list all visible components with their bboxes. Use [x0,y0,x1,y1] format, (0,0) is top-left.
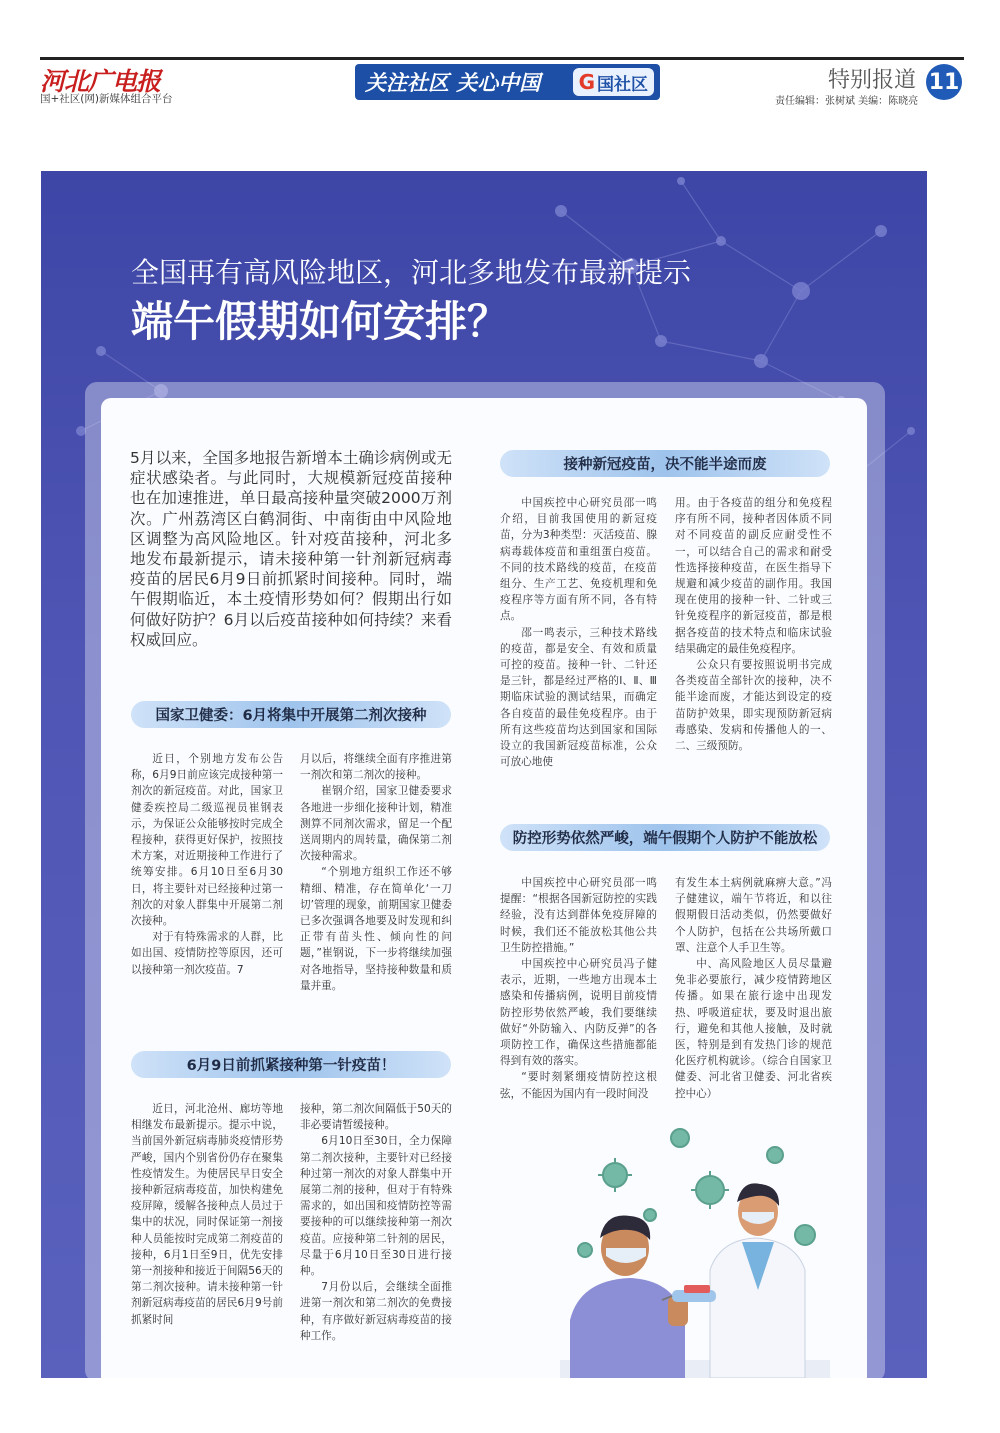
section-holiday-column-1 [500,875,657,1105]
paragraph: 7月份以后，会继续全面推进第一剂次和第二剂次的免费接种，有序做好新冠病毒疫苗的接种工作。 [300,1281,452,1342]
paragraph: 中、高风险地区人员尽量避免非必要旅行，减少疫情跨地区传播。如果在旅行途中出现发热、呼吸道症状，要及时退出旅行，避免和其他人接触，及时就医，特别是到有发热门诊的规范化医疗机构就诊。（综合自国家卫健委、河北省卫健委、河北省疾控中心） [675,958,832,1100]
section-heading-nhc: 国家卫健委：6月将集中开展第二剂次接种 [131,701,451,728]
paragraph: 用。由于各疫苗的组分和免疫程序有所不同，接种者因体质不同对不同疫苗的副反应耐受性不一，可以结合自己的需求和耐受性选择接种疫苗，在医生指导下规避和减少疫苗的副作用。我国现在使用的接种一针、二针或三针免疫程序的新冠疫苗，都是根据各疫苗的技术特点和临床试验结果确定的最佳免疫程序。 [675,497,832,655]
section-heading-complete-vaccination: 接种新冠疫苗，决不能半途而废 [500,450,830,477]
headline-title: 端午假期如何安排？ [131,297,510,346]
paragraph: 中国疾控中心研究员邵一鸣提醒：“根据各国新冠防控的实践经验，没有达到群体免疫屏障的时候，我们还不能放松其他公共卫生防控措施。” [500,877,657,954]
paragraph: 近日，个别地方发布公告称，6月9日前应该完成接种第一剂次的新冠疫苗。对此，国家卫健委疾控局二级巡视员崔钢表示，为保证公众能够按时完成全程接种，获得更好保护，按照技术方案，对近期接种工作进行了统筹安排。6月10日至6月30日，将主要针对已经接种过第一剂次的对象人群集中开展第二剂次接种。 [131,753,283,928]
paragraph: 公众只有要按照说明书完成各类疫苗全部针次的接种，决不能半途而废，才能达到设定的疫苗防护效果，即实现预防新冠病毒感染、发病和传播他人的一、二、三级预防。 [675,659,832,753]
section-nhc-column-1 [131,751,283,996]
paragraph: 中国疾控中心研究员冯子健表示，近期，一些地方出现本土感染和传播病例，说明目前疫情防控形势依然严峻，我们要继续做好“外防输入、内防反弹”的各项防控工作，确保这些措施都能得到有效的落实。 [500,958,657,1068]
campaign-badge-text: 国社区 [597,74,648,95]
section-complete-column-2 [675,495,832,770]
section-heading-first-dose: 6月9日前抓紧接种第一针疫苗！ [131,1051,451,1078]
paragraph: 月以后，将继续全面有序推进第一剂次和第二剂次的接种。 [300,753,452,782]
section-holiday-column-2 [675,875,832,1105]
paragraph: “要时刻紧绷疫情防控这根弦，不能因为国内有一段时间没 [500,1071,657,1100]
editors-credit: 责任编辑：张树斌 美编：陈晓亮 [775,96,919,107]
brand-logo: 河北广电报 [40,67,161,96]
paragraph: 崔钢介绍，国家卫健委要求各地进一步细化接种计划，精准测算不同剂次需求，留足一个配送周期内的周转量，确保第二剂次接种需求。 [300,785,452,863]
paragraph: 接种，第二剂次间隔低于50天的非必要请暂缓接种。 [300,1103,452,1132]
headline-kicker: 全国再有高风险地区，河北多地发布最新提示 [131,256,692,289]
campaign-badge [573,68,654,96]
section-complete-column-1 [500,495,657,770]
masthead [0,0,1000,110]
paragraph: 邵一鸣表示，三种技术路线的疫苗，都是安全、有效和质量可控的疫苗。接种一针、二针还是三针，都是经过严格的Ⅰ、Ⅱ、Ⅲ期临床试验的测试结果，而确定各自疫苗的最佳免疫程序。由于所有这些疫苗均达到国家和国际设立的我国新冠疫苗标准，公众可放心地使 [500,626,657,769]
paragraph: 有发生本土病例就麻痹大意。”冯子健建议，端午节将近，和以往假期假日活动类似，仍然要做好个人防护，包括在公共场所戴口罩、注意个人手卫生等。 [675,877,832,954]
campaign-slogan: 关注社区 关心中国 [365,71,541,95]
section-first-dose-column-1 [131,1101,283,1346]
paragraph: “个别地方组织工作还不够精细、精准，存在简单化‘一刀切’管理的现象，前期国家卫健委已多次强调各地要及时发现和纠正带有苗头性、倾向性的问题，”崔钢说，下一步将继续加强对各地指导，坚持接种数量和质量并重。 [300,866,452,992]
g-logo-icon: G [578,70,595,94]
paragraph: 6月10日至30日，全力保障第二剂次接种，主要针对已经接种过第一剂次的对象人群集中开展第二剂的接种，但对于有特殊需求的，如出国和疫情防控等需要接种的可以继续接种第一剂次疫苗。应接种第二针剂的居民，尽量于6月10日至30日进行接种。 [300,1135,452,1278]
vaccination-illustration [560,1120,830,1378]
intro-paragraph: 5月以来，全国多地报告新增本土确诊病例或无症状感染者。与此同时，大规模新冠疫苗接种也在加速推进，单日最高接种量突破2000万剂次。广州荔湾区白鹤洞街、中南街由中风险地区调整为高风险地区。针对疫苗接种，河北多地发布最新提示，请未接种第一针剂新冠病毒疫苗的居民6月9日前抓紧时间接种。同时，端午假期临近，本土疫情形势如何？假期出行如何做好防护？6月以后疫苗接种如何持续？来看权威回应。 [130,449,452,649]
section-heading-holiday-protection: 防控形势依然严峻，端午假期个人防护不能放松 [500,824,830,851]
paragraph: 近日，河北沧州、廊坊等地相继发布最新提示。提示中说，当前国外新冠病毒肺炎疫情形势严峻，国内个别省份仍存在聚集性疫情发生。为使居民早日安全接种新冠病毒疫苗，加快构建免疫屏障，缓解各接种点人员过于集中的状况，同时保证第一剂接种人员能按时完成第二剂疫苗的接种，6月1日至9日，优先安排第一剂接种和接近于间隔56天的第二剂次接种。请未接种第一针剂新冠病毒疫苗的居民6月9号前抓紧时间 [131,1103,283,1326]
paragraph: 中国疾控中心研究员邵一鸣介绍，目前我国使用的新冠疫苗，分为3种类型：灭活疫苗、腺病毒载体疫苗和重组蛋白疫苗。不同的技术路线的疫苗，在疫苗组分、生产工艺、免疫机理和免疫程序等方面有所不同，各有特点。 [500,497,657,623]
top-rule [40,57,964,60]
page-number: 11 [926,64,962,100]
section-name: 特别报道 [828,68,917,93]
paragraph: 对于有特殊需求的人群，比如出国、疫情防控等原因，还可以接种第一剂次疫苗。7 [131,931,283,976]
section-nhc-column-2 [300,751,452,996]
section-first-dose-column-2 [300,1101,452,1346]
campaign-banner [355,64,660,100]
brand-subtitle: 国+社区(网)新媒体组合平台 [40,93,173,105]
